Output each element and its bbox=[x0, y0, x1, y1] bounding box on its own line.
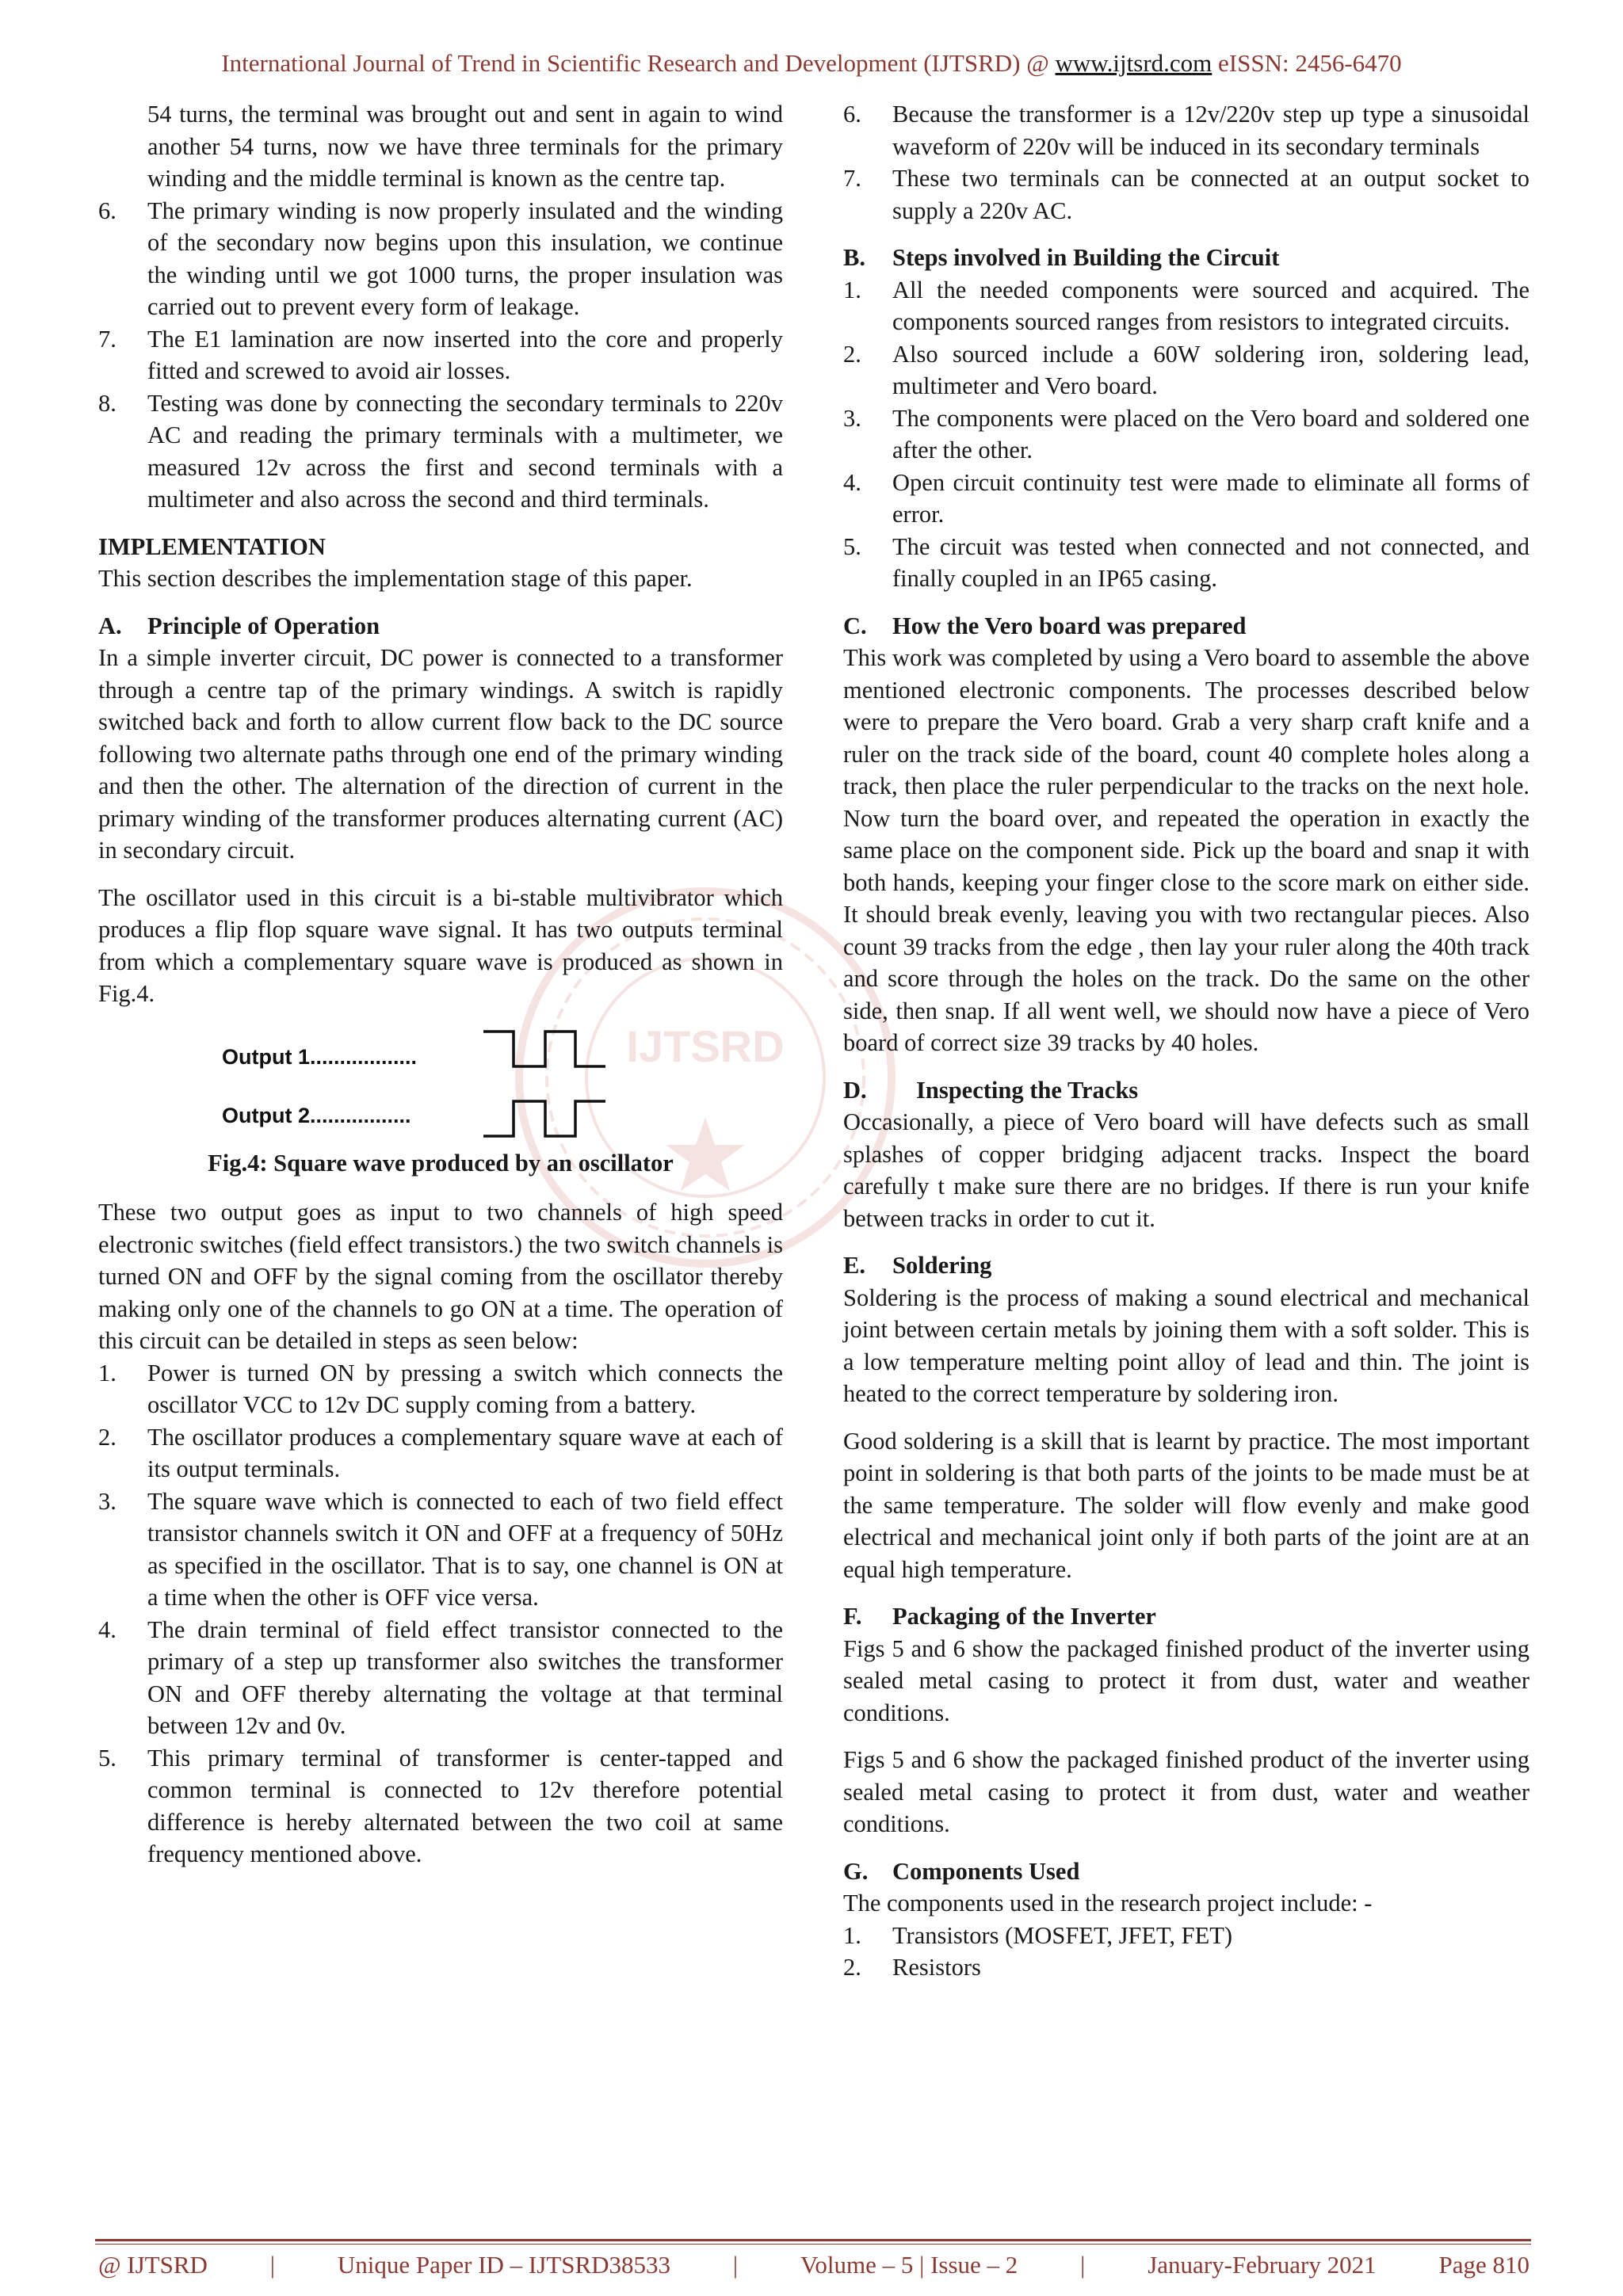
list-text: The E1 lamination are now inserted into the core and properly fitted and screwed to avoid air losses. bbox=[147, 325, 783, 384]
output-1-label: Output 1.................. bbox=[222, 1044, 418, 1069]
list-text: The circuit was tested when connected and not connected, and finally coupled in an IP65 casing. bbox=[892, 532, 1529, 592]
section-title: Components Used bbox=[892, 1857, 1080, 1885]
list-text: Because the transformer is a 12v/220v step up type a sinusoidal waveform of 220v will be induced in its secondary terminals bbox=[892, 101, 1529, 160]
section-a-paragraph-1: In a simple inverter circuit, DC power is connected to a transformer through a centre tap of the primary windings. A switch is rapidly switched back and forth to allow current flow back to the DC source following two alternate paths through one end of the primary winding and then the other. The alternation of the direction of current in the primary winding of the transformer produces alternating current (AC) in secondary circuit. bbox=[98, 644, 783, 864]
footer-rule-thin bbox=[95, 2244, 1531, 2245]
section-letter: B. bbox=[843, 244, 865, 271]
section-letter: E. bbox=[843, 1252, 865, 1279]
list-item bbox=[843, 402, 1529, 467]
list-text: Resistors bbox=[892, 1954, 981, 1981]
list-item bbox=[843, 338, 1529, 402]
section-e-heading bbox=[843, 1249, 1529, 1282]
list-text: The drain terminal of field effect transistor connected to the primary of a step up transformer also switches the transformer ON and OFF thereby alternating the voltage at that terminal between 12v and 0v. bbox=[147, 1615, 783, 1739]
continued-steps-list bbox=[843, 98, 1529, 227]
list-item bbox=[843, 467, 1529, 531]
footer-paper-id: Unique Paper ID – IJTSRD38533 bbox=[337, 2251, 671, 2279]
list-text: Open circuit continuity test were made to eliminate all forms of error. bbox=[892, 468, 1529, 528]
list-text: The primary winding is now properly insulated and the winding of the secondary now begins upon this insulation, we continue the winding until we got 1000 turns, the proper insulation was carried out to prevent every form of leakage. bbox=[147, 196, 783, 320]
footer-separator: | bbox=[732, 2251, 739, 2279]
continued-paragraph: 54 turns, the terminal was brought out and sent in again to wind another 54 turns, now we have three terminals for the primary winding and the middle terminal is known as the centre tap. bbox=[147, 101, 783, 192]
left-column bbox=[98, 98, 783, 1886]
footer-page: Page 810 bbox=[1438, 2251, 1529, 2279]
section-g-paragraph: The components used in the research project include: - bbox=[843, 1890, 1373, 1917]
output-2-label: Output 2................. bbox=[222, 1103, 411, 1127]
list-item bbox=[843, 1951, 1529, 1984]
square-wave-diagram bbox=[482, 1025, 609, 1144]
list-text: The square wave which is connected to each of two field effect transistor channels switch it ON and OFF at a frequency of 50Hz as specified in the oscillator. That is to say, one channel is ON at a time when the other is OFF vice versa. bbox=[147, 1487, 783, 1611]
section-title: How the Vero board was prepared bbox=[892, 612, 1247, 639]
output-2-wave bbox=[483, 1101, 605, 1136]
list-item bbox=[98, 387, 783, 516]
list-number: 5. bbox=[843, 532, 861, 560]
list-number: 2. bbox=[98, 1423, 116, 1451]
list-number: 6. bbox=[843, 101, 861, 128]
journal-url-link[interactable]: www.ijtsrd.com bbox=[1055, 49, 1212, 77]
list-item bbox=[98, 1421, 783, 1486]
list-number: 2. bbox=[843, 1954, 861, 1981]
build-steps-list bbox=[843, 274, 1529, 595]
list-item bbox=[98, 323, 783, 387]
list-text: This primary terminal of transformer is center-tapped and common terminal is connected to 12v therefore potential difference is hereby alternated between the two coil at same frequency mentioned above. bbox=[147, 1744, 783, 1867]
section-letter: D. bbox=[843, 1076, 867, 1104]
list-number: 4. bbox=[843, 468, 861, 496]
issn: eISSN: 2456-6470 bbox=[1212, 49, 1402, 77]
list-text: Power is turned ON by pressing a switch which connects the oscillator VCC to 12v DC supply coming from a battery. bbox=[147, 1359, 783, 1418]
operation-steps-list bbox=[98, 1357, 783, 1871]
list-item bbox=[843, 531, 1529, 595]
list-number: 1. bbox=[843, 1921, 861, 1949]
list-number: 7. bbox=[98, 325, 116, 353]
section-title: Soldering bbox=[892, 1252, 992, 1279]
footer-brand: @ IJTSRD bbox=[98, 2251, 208, 2279]
section-title: Inspecting the Tracks bbox=[916, 1076, 1139, 1104]
section-a-heading bbox=[98, 610, 783, 643]
list-number: 7. bbox=[843, 165, 861, 192]
section-d-paragraph: Occasionally, a piece of Vero board will have defects such as small splashes of copper bridging adjacent tracks. Inspect the board carefully t make sure there are no bridges. If there is run your knife between tracks in order to cut it. bbox=[843, 1108, 1529, 1232]
section-letter: C. bbox=[843, 612, 867, 639]
section-title: Principle of Operation bbox=[147, 612, 380, 639]
section-b-heading bbox=[843, 242, 1529, 274]
components-list bbox=[843, 1920, 1529, 1984]
winding-steps-list bbox=[98, 195, 783, 516]
section-c-paragraph: This work was completed by using a Vero board to assemble the above mentioned electronic components. The processes described below were to prepare the Vero board. Grab a very sharp craft knife and a ruler on the track side of the board, count 40 complete holes along a track, then place the ruler perpendicular to the tracks on the next hole. Now turn the board over, and repeated the operation in exactly the same place on the component side. Pick up the board and snap it with both hands, keeping your finger close to the score mark on either side. It should break evenly, leaving you with two rectangular pieces. Also count 39 tracks from the edge , then lay your ruler along the 40th track and score through the holes on the track. Do the same on the other side, then snap. If all went well, we should now have a piece of Vero board of correct size 39 tracks by 40 holes. bbox=[843, 644, 1529, 1056]
section-e-paragraph-2: Good soldering is a skill that is learnt by practice. The most important point in soldering is that both parts of the joints to be made must be at the same temperature. The solder will flow evenly and make good electrical and mechanical joint only if both parts of the joint are at an equal high temperature. bbox=[843, 1427, 1529, 1583]
list-item bbox=[843, 1920, 1529, 1952]
footer-volume: Volume – 5 | Issue – 2 bbox=[800, 2251, 1018, 2279]
section-title: Packaging of the Inverter bbox=[892, 1603, 1156, 1630]
output-1-wave bbox=[483, 1032, 605, 1066]
implementation-heading: IMPLEMENTATION bbox=[98, 532, 326, 560]
list-text: The components were placed on the Vero board and soldered one after the other. bbox=[892, 404, 1529, 463]
list-item bbox=[98, 1486, 783, 1614]
section-f-heading bbox=[843, 1600, 1529, 1633]
list-number: 3. bbox=[98, 1487, 116, 1515]
section-letter: G. bbox=[843, 1857, 869, 1885]
section-f-paragraph-1: Figs 5 and 6 show the packaged finished product of the inverter using sealed metal casing to protect it from dust, water and weather conditions. bbox=[843, 1634, 1529, 1726]
section-letter: F. bbox=[843, 1603, 862, 1630]
section-g-heading bbox=[843, 1855, 1529, 1888]
list-number: 5. bbox=[98, 1744, 116, 1772]
list-number: 2. bbox=[843, 340, 861, 368]
right-column bbox=[843, 98, 1529, 1999]
section-d-heading bbox=[843, 1074, 1529, 1107]
implementation-text: This section describes the implementation stage of this paper. bbox=[98, 565, 693, 592]
section-a-paragraph-3: These two output goes as input to two channels of high speed electronic switches (field effect transistors.) the two switch channels is turned ON and OFF by the signal coming from the oscillator thereby making only one of the channels to go ON at a time. The operation of this circuit can be detailed in steps as seen below: bbox=[98, 1199, 783, 1354]
section-e-paragraph-1: Soldering is the process of making a sound electrical and mechanical joint between certain metals by joining them with a soft solder. This is a low temperature melting point alloy of lead and thin. The joint is heated to the correct temperature by soldering iron. bbox=[843, 1283, 1529, 1407]
figure-caption: Fig.4: Square wave produced by an oscillator bbox=[208, 1149, 674, 1177]
running-footer bbox=[98, 2251, 1529, 2279]
footer-rule bbox=[95, 2239, 1531, 2241]
section-c-heading bbox=[843, 610, 1529, 643]
list-text: Also sourced include a 60W soldering iron, soldering lead, multimeter and Vero board. bbox=[892, 340, 1529, 399]
list-text: Testing was done by connecting the secondary terminals to 220v AC and reading the primary terminals with a multimeter, we measured 12v across the first and second terminals with a multimeter and also across the second and third terminals. bbox=[147, 389, 783, 513]
list-text: The oscillator produces a complementary square wave at each of its output terminals. bbox=[147, 1423, 783, 1482]
list-number: 6. bbox=[98, 196, 116, 224]
list-text: Transistors (MOSFET, JFET, FET) bbox=[892, 1921, 1233, 1949]
list-text: All the needed components were sourced and acquired. The components sourced ranges from resistors to integrated circuits. bbox=[892, 276, 1529, 335]
journal-name: International Journal of Trend in Scientific Research and Development (IJTSRD) @ bbox=[221, 49, 1056, 77]
list-item bbox=[98, 1357, 783, 1421]
footer-separator: | bbox=[269, 2251, 276, 2279]
list-number: 8. bbox=[98, 389, 116, 417]
svg-text:IJTSRD: IJTSRD bbox=[626, 1021, 785, 1071]
section-title: Steps involved in Building the Circuit bbox=[892, 244, 1280, 271]
section-f-paragraph-2: Figs 5 and 6 show the packaged finished product of the inverter using sealed metal casing to protect it from dust, water and weather conditions. bbox=[843, 1746, 1529, 1837]
list-number: 1. bbox=[98, 1359, 116, 1386]
list-text: These two terminals can be connected at an output socket to supply a 220v AC. bbox=[892, 165, 1529, 224]
list-item bbox=[843, 162, 1529, 227]
section-letter: A. bbox=[98, 612, 122, 639]
list-item bbox=[98, 1742, 783, 1871]
list-item bbox=[843, 98, 1529, 162]
square-wave-figure bbox=[98, 1025, 783, 1144]
list-number: 3. bbox=[843, 404, 861, 432]
section-a-paragraph-2: The oscillator used in this circuit is a bi-stable multivibrator which produces a flip flop square wave signal. It has two outputs terminal from which a complementary square wave is produced as shown in Fig.4. bbox=[98, 883, 783, 1007]
list-number: 1. bbox=[843, 276, 861, 303]
footer-date: January-February 2021 bbox=[1148, 2251, 1377, 2279]
footer-separator: | bbox=[1080, 2251, 1086, 2279]
list-item bbox=[843, 274, 1529, 338]
running-header bbox=[0, 49, 1623, 78]
list-number: 4. bbox=[98, 1615, 116, 1643]
list-item bbox=[98, 195, 783, 323]
list-item bbox=[98, 1614, 783, 1742]
